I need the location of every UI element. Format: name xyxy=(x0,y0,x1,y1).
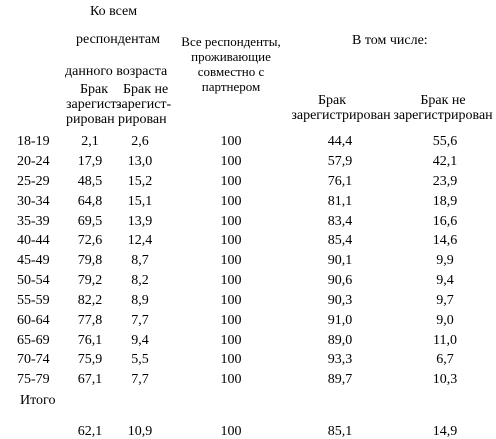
header-v-tom-chisle: В том числе: xyxy=(352,33,428,48)
row-age: 30-34 xyxy=(17,194,50,209)
cell-nezareg-share: 9,0 xyxy=(436,313,454,328)
row-age: 60-64 xyxy=(17,313,50,328)
row-age: 75-79 xyxy=(17,372,50,387)
row-age: 65-69 xyxy=(17,333,50,348)
row-age: 25-29 xyxy=(17,174,50,189)
cell-brak-nezareg: 15,2 xyxy=(127,174,153,189)
header-brak-nezareg-line1: Брак не xyxy=(123,82,169,97)
cell-vse-resp: 100 xyxy=(220,293,242,308)
cell-vse-resp: 100 xyxy=(220,253,242,268)
row-age: 70-74 xyxy=(17,352,50,367)
cell-brak-nezareg: 12,4 xyxy=(127,233,153,248)
cell-vse-resp: 100 xyxy=(220,372,242,387)
cell-zareg-share: 91,0 xyxy=(327,313,353,328)
cell-nezareg-share: 16,6 xyxy=(432,214,458,229)
cell-brak-nezareg: 2,6 xyxy=(131,134,149,149)
cell-brak-zareg: 67,1 xyxy=(77,372,103,387)
total-vse-resp: 100 xyxy=(220,424,242,439)
cell-vse-resp: 100 xyxy=(220,174,242,189)
cell-brak-zareg: 82,2 xyxy=(77,293,103,308)
row-age: 35-39 xyxy=(17,214,50,229)
cell-zareg-share: 44,4 xyxy=(327,134,353,149)
header-vse-resp-line1: Все респонденты, xyxy=(181,34,281,49)
header-respondentam: респондентам xyxy=(76,32,160,47)
cell-zareg-share: 89,7 xyxy=(327,372,353,387)
cell-brak-nezareg: 8,9 xyxy=(131,293,149,308)
header-brak-zareg xyxy=(66,82,121,127)
header-brak-zareg-line3: рирован xyxy=(66,112,115,127)
total-label: Итого xyxy=(20,393,56,408)
cell-brak-zareg: 76,1 xyxy=(77,333,103,348)
cell-brak-nezareg: 7,7 xyxy=(131,372,149,387)
cell-zareg-share: 83,4 xyxy=(327,214,353,229)
total-brak-zareg: 62,1 xyxy=(77,424,103,439)
cell-zareg-share: 90,1 xyxy=(327,253,353,268)
cell-nezareg-share: 55,6 xyxy=(432,134,458,149)
cell-brak-nezareg: 7,7 xyxy=(131,313,149,328)
header-ko-vsem: Ко всем xyxy=(90,4,138,19)
cell-brak-zareg: 75,9 xyxy=(77,352,103,367)
row-age: 50-54 xyxy=(17,273,50,288)
cell-brak-zareg: 72,6 xyxy=(77,233,103,248)
cell-brak-zareg: 79,2 xyxy=(77,273,103,288)
cell-nezareg-share: 9,9 xyxy=(436,253,454,268)
cell-zareg-share: 81,1 xyxy=(327,194,353,209)
cell-nezareg-share: 23,9 xyxy=(432,174,458,189)
total-brak-nezareg: 10,9 xyxy=(127,424,153,439)
cell-nezareg-share: 9,7 xyxy=(436,293,454,308)
cell-brak-zareg: 48,5 xyxy=(77,174,103,189)
cell-brak-nezareg: 13,9 xyxy=(127,214,153,229)
cell-brak-nezareg: 8,2 xyxy=(131,273,149,288)
row-age: 40-44 xyxy=(17,233,50,248)
cell-zareg-share: 76,1 xyxy=(327,174,353,189)
header-brak-zareg-line1: Брак xyxy=(80,82,109,97)
header-brak-ne-full-line1: Брак не xyxy=(420,93,466,108)
header-dannogo-vozrasta: данного возраста xyxy=(65,64,168,79)
row-age: 55-59 xyxy=(17,293,50,308)
cell-brak-nezareg: 5,5 xyxy=(131,352,149,367)
cell-zareg-share: 85,4 xyxy=(327,233,353,248)
header-brak-zareg-full-line1: Брак xyxy=(318,93,347,108)
cell-vse-resp: 100 xyxy=(220,352,242,367)
cell-vse-resp: 100 xyxy=(220,333,242,348)
cell-vse-resp: 100 xyxy=(220,134,242,149)
header-brak-ne-full xyxy=(390,93,496,123)
cell-zareg-share: 89,0 xyxy=(327,333,353,348)
header-vse-respondenty xyxy=(172,34,290,94)
total-nezareg-share: 14,9 xyxy=(432,424,458,439)
cell-brak-zareg: 2,1 xyxy=(81,134,99,149)
cell-nezareg-share: 42,1 xyxy=(432,154,458,169)
cell-brak-nezareg: 13,0 xyxy=(127,154,153,169)
cell-vse-resp: 100 xyxy=(220,273,242,288)
cell-brak-nezareg: 8,7 xyxy=(131,253,149,268)
cell-nezareg-share: 10,3 xyxy=(432,372,458,387)
total-zareg-share: 85,1 xyxy=(327,424,353,439)
header-brak-zareg-full xyxy=(288,93,394,123)
cell-brak-zareg: 69,5 xyxy=(77,214,103,229)
cell-zareg-share: 57,9 xyxy=(327,154,353,169)
cell-zareg-share: 90,6 xyxy=(327,273,353,288)
header-vse-resp-line3: совместно с xyxy=(197,64,265,79)
cell-zareg-share: 90,3 xyxy=(327,293,353,308)
cell-zareg-share: 93,3 xyxy=(327,352,353,367)
header-brak-nezareg-line3: рирован xyxy=(118,112,167,127)
cell-brak-zareg: 64,8 xyxy=(77,194,103,209)
row-age: 18-19 xyxy=(17,134,50,149)
cell-brak-nezareg: 15,1 xyxy=(127,194,153,209)
header-brak-zareg-full-line2: зарегистрирован xyxy=(291,108,391,123)
cell-brak-zareg: 79,8 xyxy=(77,253,103,268)
cell-nezareg-share: 18,9 xyxy=(432,194,458,209)
cell-vse-resp: 100 xyxy=(220,233,242,248)
header-vse-resp-line2: проживающие xyxy=(191,49,271,64)
cell-vse-resp: 100 xyxy=(220,194,242,209)
header-brak-nezareg xyxy=(116,82,171,127)
cell-vse-resp: 100 xyxy=(220,313,242,328)
row-age: 45-49 xyxy=(17,253,50,268)
cell-brak-nezareg: 9,4 xyxy=(131,333,149,348)
cell-nezareg-share: 11,0 xyxy=(433,333,457,348)
row-age: 20-24 xyxy=(17,154,50,169)
header-brak-nezareg-line2: зарегист- xyxy=(116,97,172,112)
header-brak-zareg-line2: зарегист- xyxy=(66,97,122,112)
cell-brak-zareg: 77,8 xyxy=(77,313,103,328)
cell-nezareg-share: 14,6 xyxy=(432,233,458,248)
cell-vse-resp: 100 xyxy=(220,214,242,229)
header-vse-resp-line4: партнером xyxy=(201,79,261,94)
cell-vse-resp: 100 xyxy=(220,154,242,169)
cell-nezareg-share: 9,4 xyxy=(436,273,454,288)
cell-nezareg-share: 6,7 xyxy=(436,352,454,367)
header-brak-ne-full-line2: зарегистрирован xyxy=(393,108,493,123)
cell-brak-zareg: 17,9 xyxy=(77,154,103,169)
